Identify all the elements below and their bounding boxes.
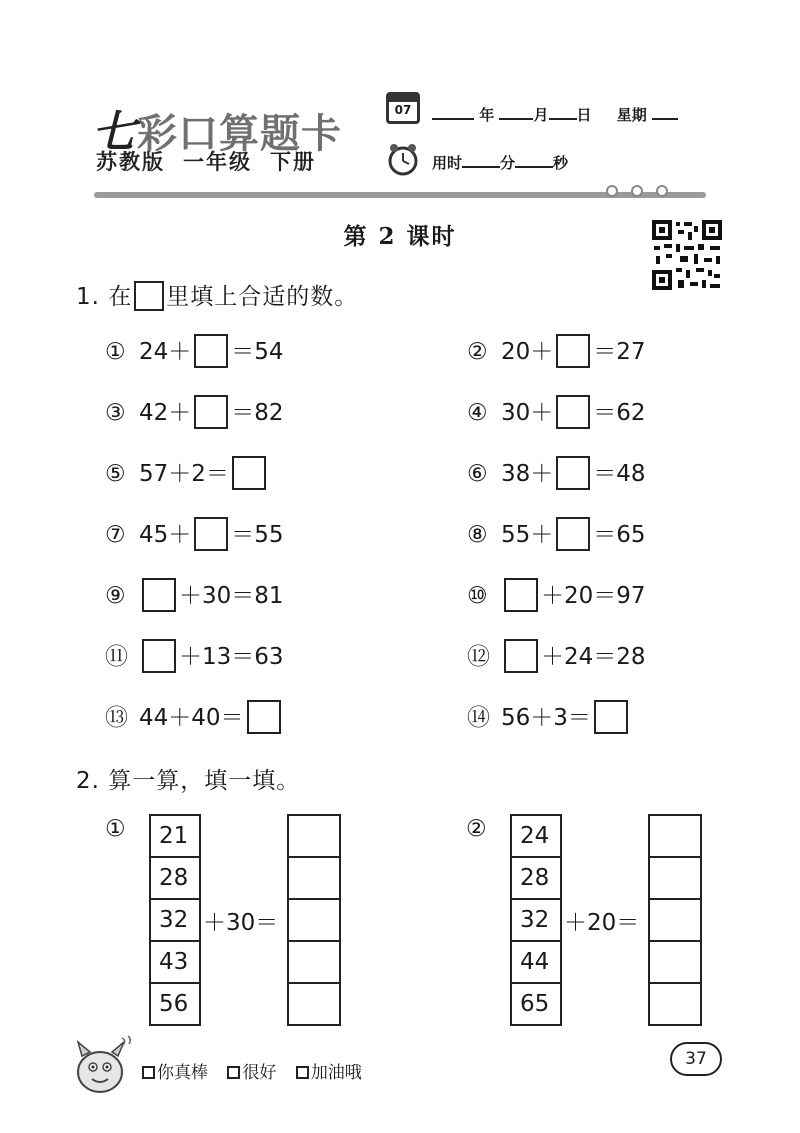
checkbox-icon[interactable]	[296, 1066, 309, 1079]
answer-box[interactable]	[194, 517, 228, 551]
brand-title-first: 七	[92, 107, 137, 158]
month-blank[interactable]	[499, 104, 533, 120]
q1-problem	[105, 698, 284, 738]
operation-text: ＋30＝	[203, 910, 279, 936]
rating-option-great[interactable]	[142, 1058, 208, 1083]
calendar-number: 07	[394, 103, 412, 117]
edition-volume: 下册	[270, 150, 316, 174]
addend-cell: 65	[511, 983, 561, 1025]
q1-number: 1.	[76, 284, 100, 310]
answer-box[interactable]	[142, 578, 176, 612]
addend-cell: 43	[150, 941, 200, 983]
q1-heading	[76, 278, 358, 313]
q2-number: 2.	[76, 768, 100, 794]
equation-text: 42＋	[139, 400, 192, 426]
problem-number: ⑨	[105, 583, 126, 609]
time-used-line	[432, 152, 568, 173]
answer-column	[648, 814, 702, 1026]
equation-text: ＝55	[231, 522, 284, 548]
date-line	[432, 104, 678, 125]
answer-cell[interactable]	[288, 815, 340, 857]
edition-publisher: 苏教版	[96, 150, 165, 174]
q1-problem	[467, 454, 646, 494]
answer-box[interactable]	[247, 700, 281, 734]
answer-cell[interactable]	[288, 857, 340, 899]
problem-number: ⑦	[105, 522, 126, 548]
answer-cell[interactable]	[649, 857, 701, 899]
equation-text: ＝54	[231, 339, 284, 365]
q1-problem	[467, 698, 631, 738]
answer-box[interactable]	[556, 334, 590, 368]
addend-cell: 21	[150, 815, 200, 857]
lesson-title: 第 2 课时	[343, 223, 457, 250]
calendar-icon	[386, 92, 420, 124]
answer-cell[interactable]	[288, 899, 340, 941]
answer-cell[interactable]	[649, 899, 701, 941]
problem-number: ③	[105, 400, 126, 426]
equation-text: 45＋	[139, 522, 192, 548]
q1-problem	[467, 637, 646, 677]
answer-box[interactable]	[556, 395, 590, 429]
answer-box[interactable]	[556, 517, 590, 551]
q2-group-number: ②	[466, 816, 487, 842]
answer-box[interactable]	[232, 456, 266, 490]
q1-problem	[467, 332, 646, 372]
q1-prompt-after: 里填上合适的数。	[166, 284, 359, 310]
month-label: 月	[533, 106, 549, 124]
self-rating-row	[142, 1058, 376, 1083]
divider-beads	[606, 182, 681, 201]
equation-text: ＋20＝97	[541, 583, 646, 609]
problem-number: ⑭	[467, 705, 490, 731]
addend-cell: 28	[511, 857, 561, 899]
rating-label: 很好	[242, 1063, 277, 1083]
addend-cell: 24	[511, 815, 561, 857]
rating-label: 加油哦	[310, 1063, 362, 1083]
addend-column	[510, 814, 562, 1026]
addend-cell: 28	[150, 857, 200, 899]
q1-problem	[467, 576, 646, 616]
time-used-label: 用时	[432, 154, 463, 172]
q1-problem	[105, 637, 284, 677]
weekday-label: 星期	[616, 106, 647, 124]
q1-prompt-before: 在	[108, 284, 133, 310]
answer-box[interactable]	[504, 578, 538, 612]
answer-cell[interactable]	[649, 815, 701, 857]
seconds-blank[interactable]	[515, 152, 553, 168]
equation-text: ＝82	[231, 400, 284, 426]
equation-text: 30＋	[501, 400, 554, 426]
equation-text: ＋13＝63	[179, 644, 284, 670]
problem-number: ⑪	[105, 644, 128, 670]
q1-problem	[105, 332, 284, 372]
edition-line	[96, 146, 334, 176]
equation-text: ＋24＝28	[541, 644, 646, 670]
answer-box[interactable]	[556, 456, 590, 490]
addend-cell: 56	[150, 983, 200, 1025]
edition-grade: 一年级	[183, 150, 252, 174]
q1-problem	[467, 393, 646, 433]
problem-number: ⑬	[105, 705, 128, 731]
answer-box[interactable]	[142, 639, 176, 673]
answer-cell[interactable]	[649, 941, 701, 983]
mascot-icon	[70, 1032, 136, 1098]
q1-problem	[467, 515, 646, 555]
equation-text: ＝62	[593, 400, 646, 426]
equation-text: ＝27	[593, 339, 646, 365]
answer-box[interactable]	[504, 639, 538, 673]
addend-cell: 44	[511, 941, 561, 983]
qr-code-icon[interactable]	[650, 218, 724, 292]
rating-option-good[interactable]	[227, 1058, 276, 1083]
minutes-blank[interactable]	[462, 152, 500, 168]
equation-text: ＝65	[593, 522, 646, 548]
addend-cell: 32	[150, 899, 200, 941]
rating-option-keep-going[interactable]	[296, 1058, 362, 1083]
q2-prompt: 算一算，填一填。	[108, 768, 301, 794]
problem-number: ⑫	[467, 644, 490, 670]
page-number: 37	[670, 1042, 722, 1076]
answer-cell[interactable]	[288, 941, 340, 983]
q1-problem	[105, 515, 284, 555]
answer-box-sample	[134, 281, 164, 311]
equation-text: 55＋	[501, 522, 554, 548]
answer-cell[interactable]	[288, 983, 340, 1025]
year-blank[interactable]	[432, 104, 474, 120]
equation-text: 44＋40＝	[139, 705, 244, 731]
answer-box[interactable]	[194, 395, 228, 429]
equation-text: ＝48	[593, 461, 646, 487]
addend-cell: 32	[511, 899, 561, 941]
problem-number: ④	[467, 400, 488, 426]
answer-cell[interactable]	[649, 983, 701, 1025]
year-label: 年	[479, 106, 495, 124]
q1-problem	[105, 576, 284, 616]
q1-problem	[105, 454, 269, 494]
alarm-clock-icon	[386, 142, 420, 176]
answer-box[interactable]	[194, 334, 228, 368]
q1-problem	[105, 393, 284, 433]
q2-heading	[76, 762, 300, 795]
rating-label: 你真棒	[157, 1063, 208, 1083]
checkbox-icon[interactable]	[227, 1066, 240, 1079]
brand-title-rest: 彩口算题卡	[137, 110, 342, 157]
problem-number: ⑩	[467, 583, 488, 609]
operation-text: ＋20＝	[564, 910, 640, 936]
equation-text: 38＋	[501, 461, 554, 487]
addend-column	[149, 814, 201, 1026]
problem-number: ①	[105, 339, 126, 365]
seconds-label: 秒	[553, 154, 569, 172]
answer-column	[287, 814, 341, 1026]
equation-text: 56＋3＝	[501, 705, 591, 731]
equation-text: 20＋	[501, 339, 554, 365]
problem-number: ⑤	[105, 461, 126, 487]
equation-text: ＋30＝81	[179, 583, 284, 609]
equation-text: 24＋	[139, 339, 192, 365]
day-label: 日	[576, 106, 592, 124]
checkbox-icon[interactable]	[142, 1066, 155, 1079]
minutes-label: 分	[500, 154, 516, 172]
problem-number: ②	[467, 339, 488, 365]
day-blank[interactable]	[549, 104, 577, 120]
equation-text: 57＋2＝	[139, 461, 229, 487]
answer-box[interactable]	[594, 700, 628, 734]
problem-number: ⑧	[467, 522, 488, 548]
q2-group-number: ①	[105, 816, 126, 842]
weekday-blank[interactable]	[652, 104, 678, 120]
problem-number: ⑥	[467, 461, 488, 487]
